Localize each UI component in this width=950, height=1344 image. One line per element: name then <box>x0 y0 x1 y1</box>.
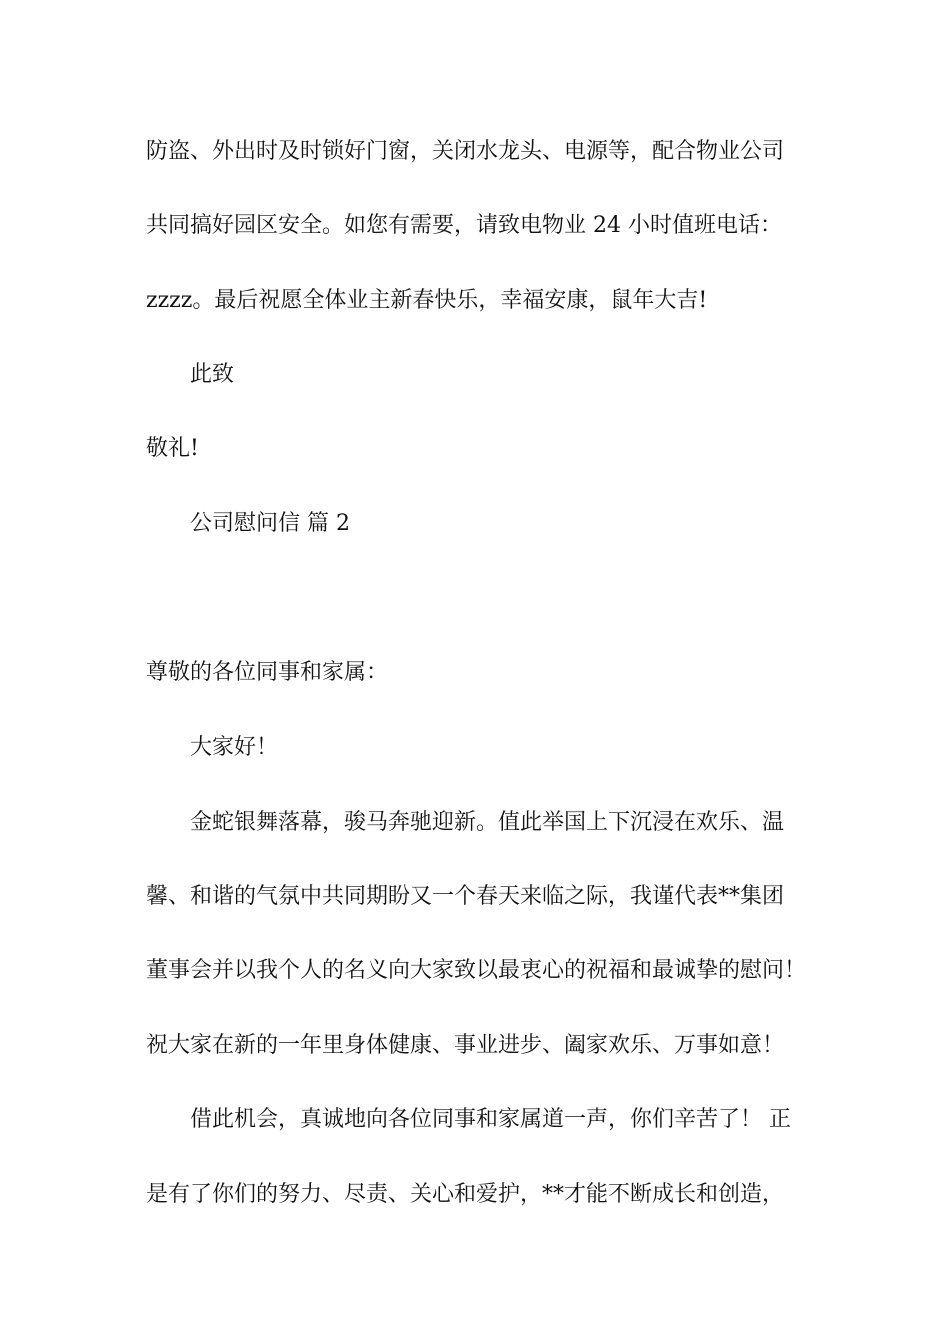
closing-regards: 敬礼! <box>146 436 199 461</box>
text-line: 董事会并以我个人的名义向大家致以最衷心的祝福和最诚挚的慰问！ <box>146 958 807 983</box>
text-line: 共同搞好园区安全。如您有需要，请致电物业 24 小时值班电话： <box>146 213 782 238</box>
section-heading: 公司慰问信 篇 2 <box>190 511 350 536</box>
text-line: 金蛇银舞落幕，骏马奔驰迎新。值此举国上下沉浸在欢乐、温 <box>190 810 785 835</box>
greeting-recipient: 尊敬的各位同事和家属： <box>146 660 389 685</box>
text-line: 借此机会，真诚地向各位同事和家属道一声，你们辛苦了！ 正 <box>190 1107 791 1132</box>
text-line: 防盗、外出时及时锁好门窗，关闭水龙头、电源等，配合物业公司 <box>146 139 785 164</box>
text-line: 是有了你们的努力、尽责、关心和爱护，**才能不断成长和创造， <box>146 1182 785 1207</box>
greeting: 大家好！ <box>190 735 279 760</box>
closing-salutation: 此致 <box>190 362 235 387</box>
text-line: 馨、和谐的气氛中共同期盼又一个春天来临之际，我谨代表**集团 <box>146 884 785 909</box>
text-line: 祝大家在新的一年里身体健康、事业进步、阖家欢乐、万事如意！ <box>146 1033 785 1058</box>
text-line: zzzz。最后祝愿全体业主新春快乐，幸福安康，鼠年大吉! <box>146 288 708 313</box>
